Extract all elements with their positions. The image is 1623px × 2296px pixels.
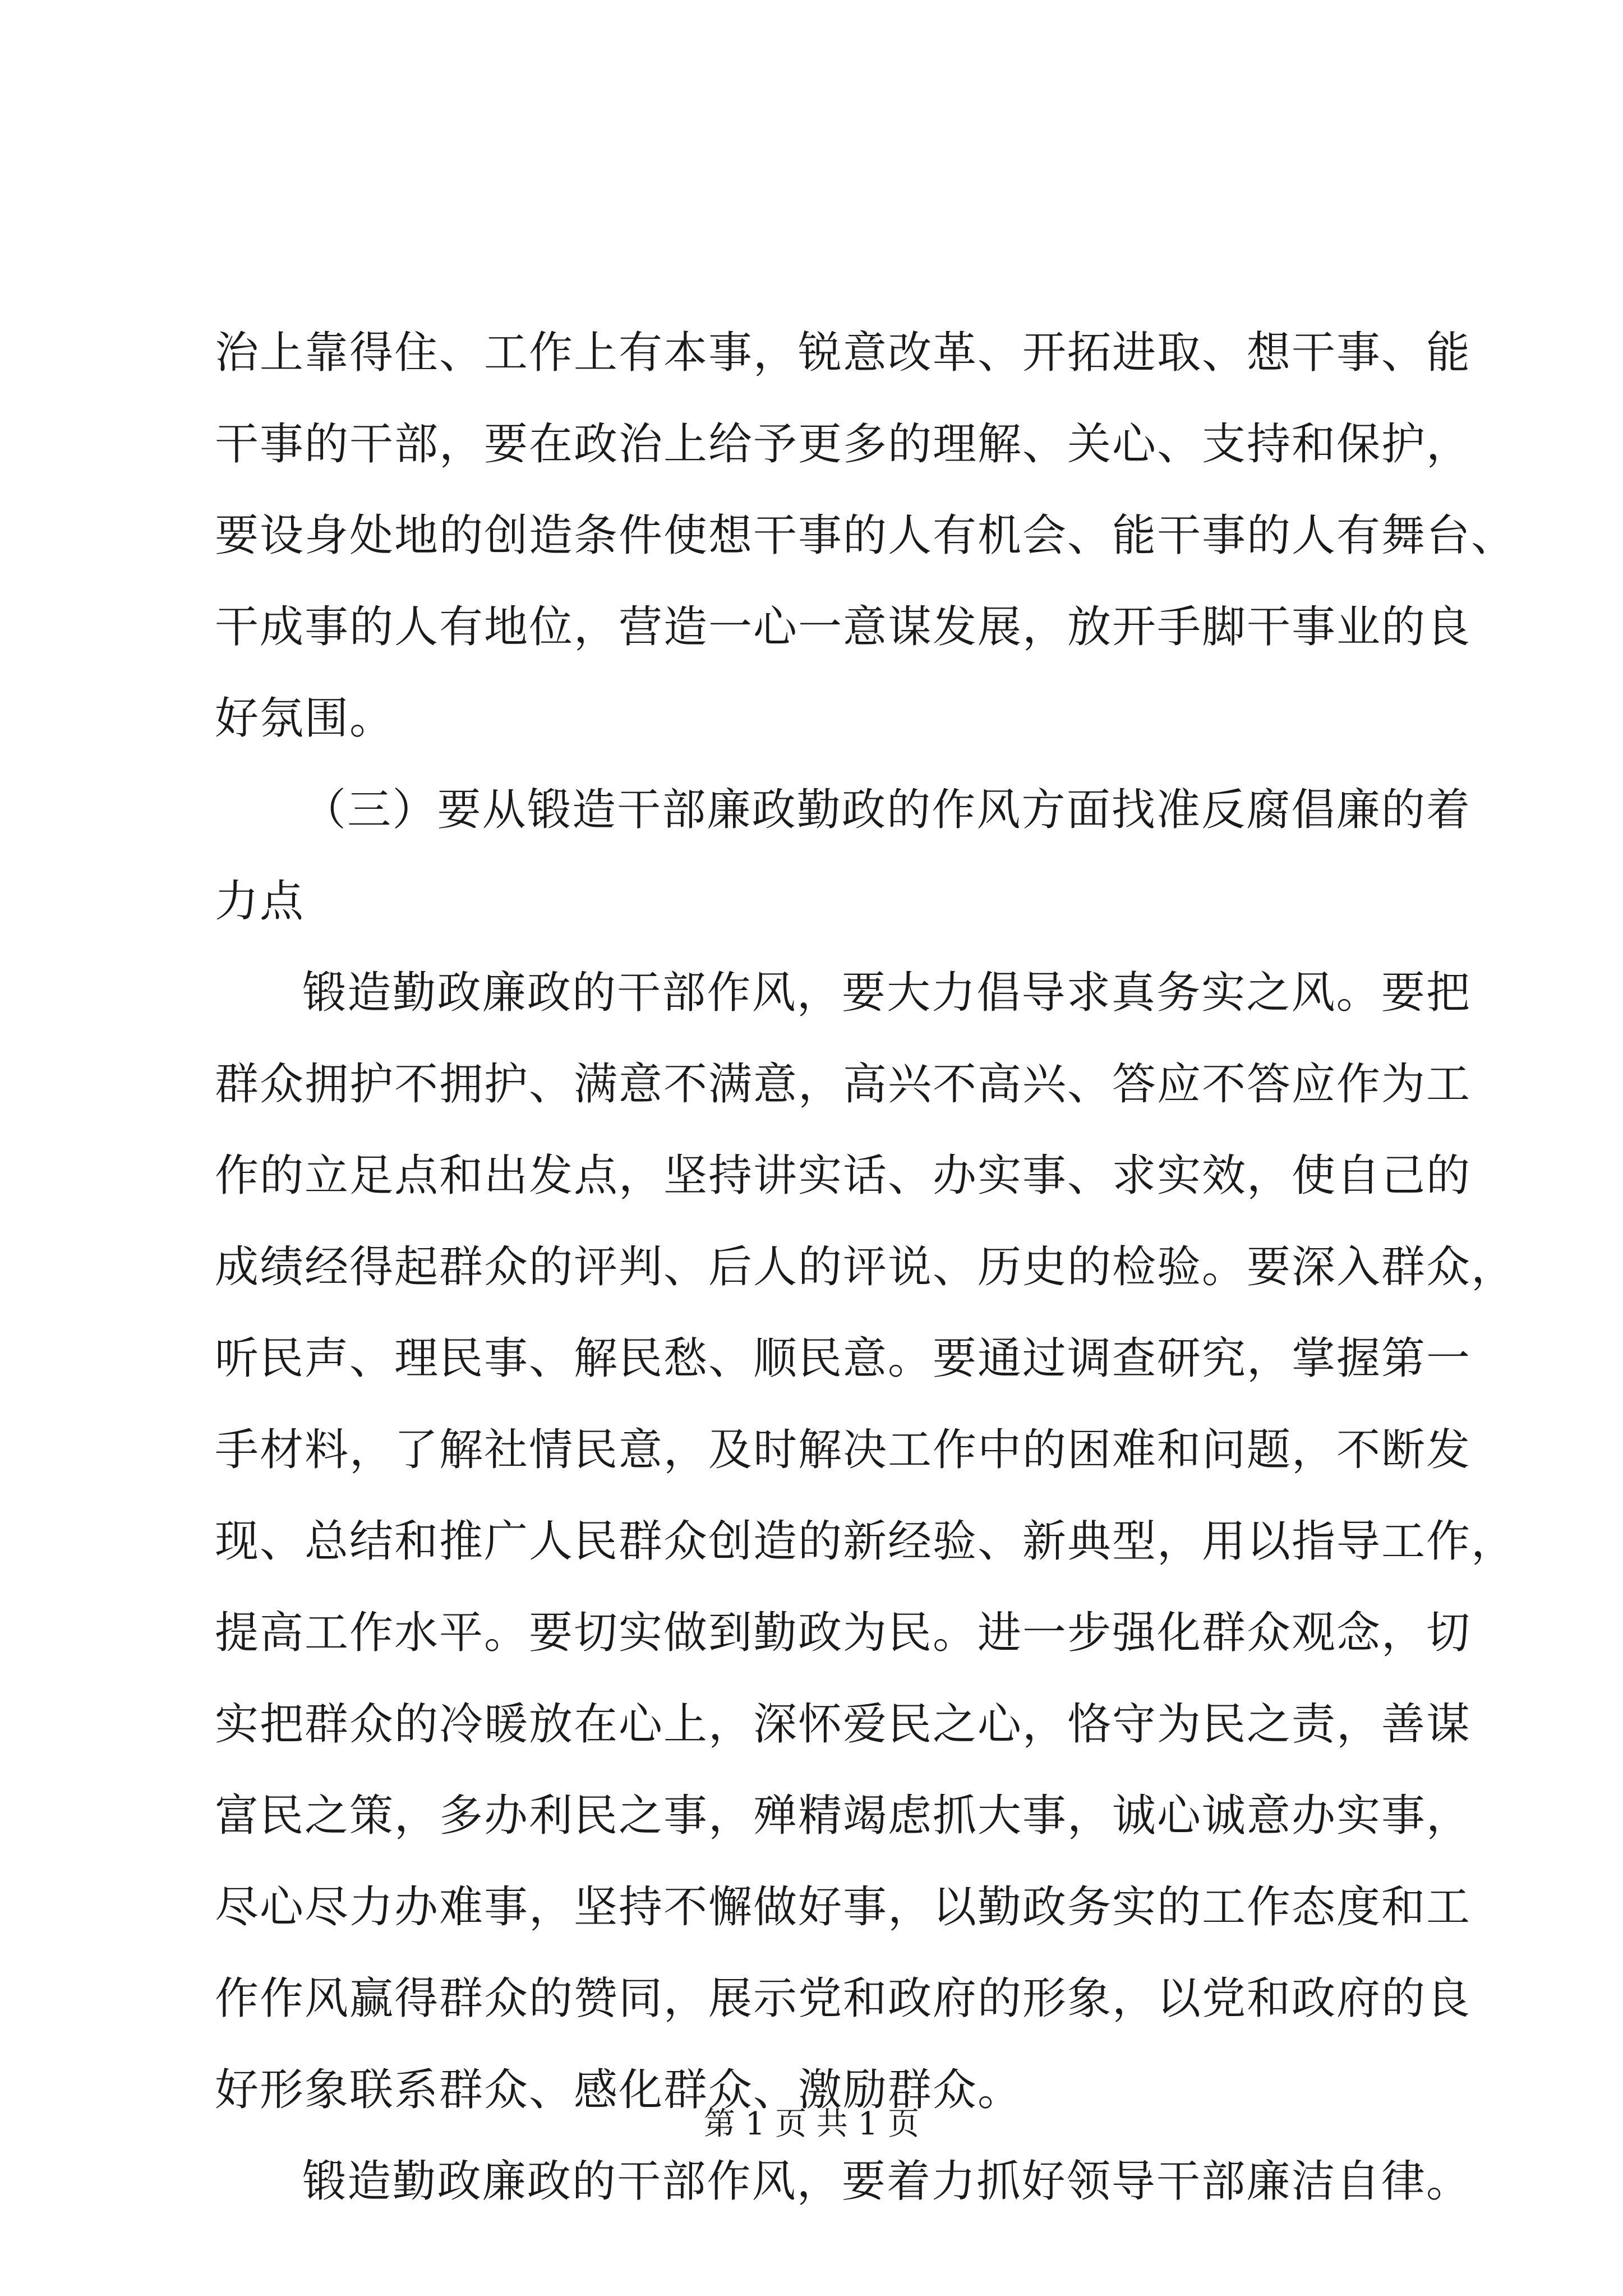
paragraph-line: 要设身处地的创造条件使想干事的人有机会、能干事的人有舞台、 xyxy=(215,510,1516,561)
section-heading-line: 力点 xyxy=(215,876,305,927)
paragraph-line: 治上靠得住、工作上有本事，锐意改革、开拓进取、想干事、能 xyxy=(215,328,1472,378)
paragraph-line: 作作风赢得群众的赞同，展示党和政府的形象，以党和政府的良 xyxy=(215,1973,1472,2024)
paragraph-line: 锻造勤政廉政的干部作风，要着力抓好领导干部廉洁自律。 xyxy=(302,2156,1471,2207)
section-heading-line: （三）要从锻造干部廉政勤政的作风方面找准反腐倡廉的着 xyxy=(302,785,1471,835)
paragraph-line: 锻造勤政廉政的干部作风，要大力倡导求真务实之风。要把 xyxy=(302,968,1471,1018)
paragraph-line: 现、总结和推广人民群众创造的新经验、新典型，用以指导工作， xyxy=(215,1516,1516,1567)
paragraph-line: 富民之策，多办利民之事，殚精竭虑抓大事，诚心诚意办实事， xyxy=(215,1791,1472,1841)
paragraph-line: 干事的干部，要在政治上给予更多的理解、关心、支持和保护， xyxy=(215,419,1472,470)
document-body xyxy=(215,307,1516,2228)
paragraph-line: 实把群众的冷暖放在心上，深怀爱民之心，恪守为民之责，善谋 xyxy=(215,1699,1472,1750)
paragraph-line: 干成事的人有地位，营造一心一意谋发展，放开手脚干事业的良 xyxy=(215,602,1472,652)
paragraph-line: 群众拥护不拥护、满意不满意，高兴不高兴、答应不答应作为工 xyxy=(215,1059,1472,1110)
paragraph-line: 听民声、理民事、解民愁、顺民意。要通过调查研究，掌握第一 xyxy=(215,1333,1472,1384)
paragraph-line: 成绩经得起群众的评判、后人的评说、历史的检验。要深入群众， xyxy=(215,1242,1516,1292)
paragraph-line: 尽心尽力办难事，坚持不懈做好事，以勤政务实的工作态度和工 xyxy=(215,1882,1472,1932)
paragraph-line: 作的立足点和出发点，坚持讲实话、办实事、求实效，使自己的 xyxy=(215,1151,1472,1201)
paragraph-line: 提高工作水平。要切实做到勤政为民。进一步强化群众观念，切 xyxy=(215,1608,1472,1658)
paragraph-line: 好氛围。 xyxy=(215,693,395,744)
paragraph-line: 好形象联系群众、感化群众、激励群众。 xyxy=(215,2065,1023,2115)
paragraph-line: 手材料，了解社情民意，及时解决工作中的困难和问题，不断发 xyxy=(215,1425,1472,1475)
page-footer: 第 1 页 共 1 页 xyxy=(703,2106,920,2142)
